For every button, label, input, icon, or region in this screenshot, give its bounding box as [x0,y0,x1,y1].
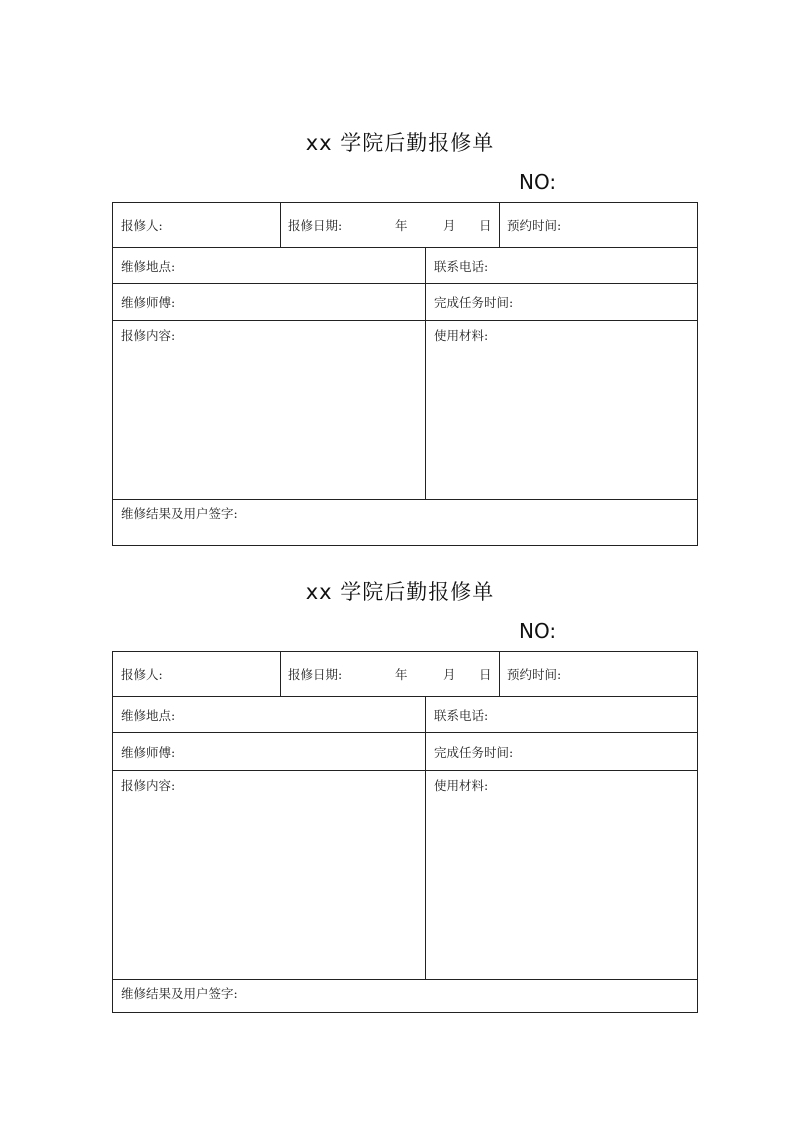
form-2-table [112,651,698,1013]
form-1-location-label: 维修地点: [121,258,176,274]
form-1-no-label: NO: [519,170,557,194]
form-2-appointment-time-label: 预约时间: [507,667,562,682]
form-1-appointment-time-field[interactable] [499,203,697,247]
form-2-appointment-time-field[interactable] [499,652,697,696]
form-2-result-signature-label: 维修结果及用户签字: [121,986,238,1001]
form-1-completion-time-field[interactable] [426,284,697,320]
form-1-result-signature-label: 维修结果及用户签字: [121,506,238,521]
form-1-content-field[interactable] [113,321,425,499]
form-2-location-label: 维修地点: [121,707,176,723]
form-1-table [112,202,698,546]
form-1-day-label: 日 [479,218,492,233]
form-2-report-date-field[interactable] [280,652,499,696]
form-2-day-label: 日 [479,667,492,682]
form-1-reporter-field[interactable] [113,203,280,247]
form-1-month-label: 月 [443,218,456,233]
form-2-technician-field[interactable] [113,733,425,770]
form-1-location-field[interactable] [113,248,425,283]
form-1-title: xx 学院后勤报修单 [305,131,495,155]
form-1-materials-field[interactable] [426,321,697,499]
form-2-content-label: 报修内容: [121,778,176,793]
form-1-report-date-field[interactable] [280,203,499,247]
form-2-location-field[interactable] [113,697,425,732]
form-2-no-label: NO: [519,619,557,643]
form-1-technician-label: 维修师傅: [121,295,176,310]
form-2-report-date-label: 报修日期: [288,667,343,682]
form-1-report-date-label: 报修日期: [288,218,343,233]
form-2-reporter-label: 报修人: [121,667,163,682]
form-1-completion-time-label: 完成任务时间: [434,295,514,310]
form-2-technician-label: 维修师傅: [121,744,176,760]
form-2-materials-field[interactable] [426,771,697,979]
form-1-content-label: 报修内容: [121,328,176,343]
form-2-content-field[interactable] [113,771,425,979]
form-2-materials-label: 使用材料: [434,778,489,793]
form-1-phone-label: 联系电话: [434,258,489,274]
form-2-year-label: 年 [395,667,408,682]
form-2-completion-time-field[interactable] [426,733,697,770]
form-1-reporter-label: 报修人: [121,218,163,233]
form-1-materials-label: 使用材料: [434,328,489,343]
form-2-completion-time-label: 完成任务时间: [434,744,514,760]
form-1-phone-field[interactable] [426,248,697,283]
form-1-result-signature-field[interactable] [113,500,697,545]
form-2-title: xx 学院后勤报修单 [305,580,495,604]
form-2-phone-field[interactable] [426,697,697,732]
form-2-month-label: 月 [443,667,456,682]
form-1-technician-field[interactable] [113,284,425,320]
form-2-phone-label: 联系电话: [434,707,489,723]
form-1-year-label: 年 [395,218,408,233]
form-1-appointment-time-label: 预约时间: [507,218,562,233]
form-2-reporter-field[interactable] [113,652,280,696]
form-2-result-signature-field[interactable] [113,980,697,1012]
